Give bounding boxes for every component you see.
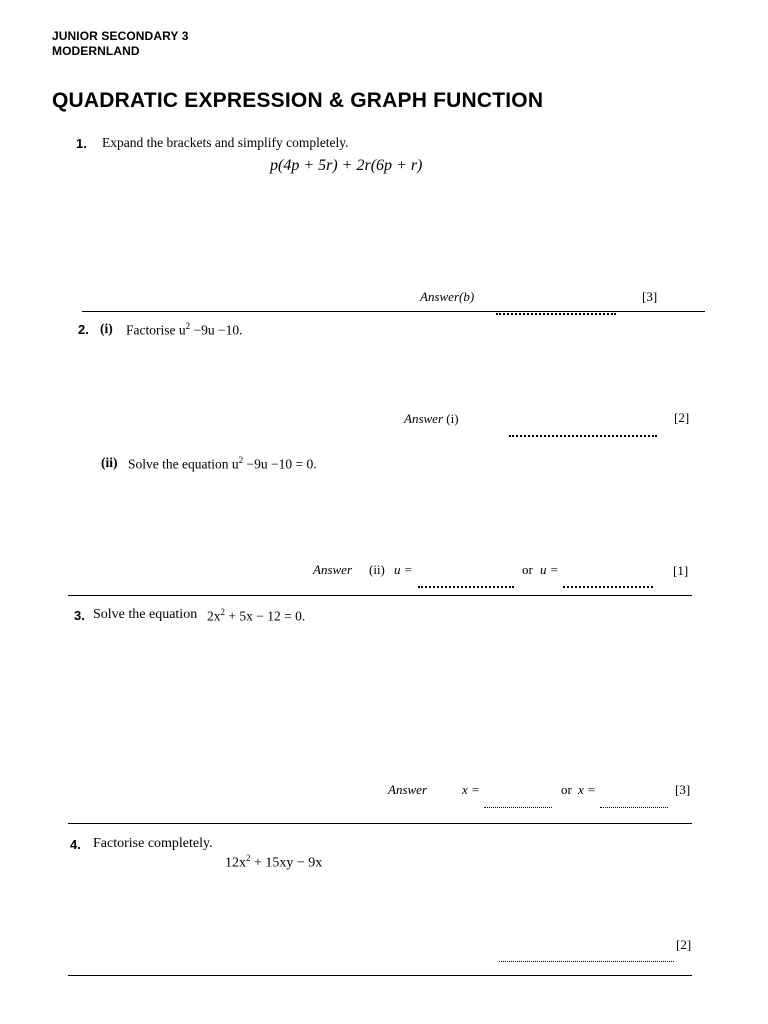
q2-ii-var2: u =	[540, 562, 559, 577]
q1-number: 1.	[76, 136, 87, 151]
q4-marks: [2]	[676, 937, 692, 952]
q2-ii-or: or	[522, 562, 533, 577]
q3-equation: $2x^2 + 5x - 12 = 0$.	[207, 607, 306, 624]
divider	[82, 311, 705, 312]
q2-ii-var1: u =	[394, 562, 413, 577]
q3-number: 3.	[74, 608, 85, 623]
q2-ii-marks: [1]	[673, 563, 689, 578]
q2-ii-answer-part: (ii)	[369, 562, 385, 577]
q2-part-i-label: (i)	[100, 321, 113, 336]
q3-text: Solve the equation	[93, 607, 198, 622]
q2-ii-answer-label: Answer	[313, 562, 352, 577]
q2-part-ii-text: Solve the equation $u^2 -9u -10 = 0$.	[128, 455, 317, 472]
q3-marks: [3]	[675, 782, 691, 797]
q2-part-ii-label: (ii)	[101, 455, 118, 470]
q2-number: 2.	[78, 322, 89, 337]
q3-answer-line-2[interactable]	[600, 795, 668, 813]
q3-answer-label: Answer	[388, 782, 427, 797]
q2-i-answer-label: Answer (i)	[404, 411, 459, 426]
q3-or: or	[561, 782, 572, 797]
q2-ii-answer-line-2[interactable]	[563, 575, 653, 593]
q2-i-answer-line[interactable]	[509, 424, 657, 442]
q3-var1: x =	[462, 782, 480, 797]
divider	[68, 595, 692, 596]
q3-var2: x =	[578, 782, 596, 797]
q4-number: 4.	[70, 837, 81, 852]
q3-answer-line-1[interactable]	[484, 795, 552, 813]
school-label: MODERNLAND	[52, 44, 140, 58]
q1-marks: [3]	[642, 289, 658, 304]
q4-answer-line[interactable]	[499, 949, 674, 967]
q1-text: Expand the brackets and simplify completely.	[102, 135, 349, 150]
q2-ii-answer-line-1[interactable]	[418, 575, 514, 593]
q1-expression: p(4p + 5r) + 2r(6p + r)	[270, 157, 423, 174]
q4-expression: $12x^2 + 15xy - 9x$	[225, 853, 323, 871]
divider	[68, 975, 692, 976]
class-label: JUNIOR SECONDARY 3	[52, 29, 189, 43]
divider	[68, 823, 692, 824]
page-title: QUADRATIC EXPRESSION & GRAPH FUNCTION	[52, 89, 544, 112]
q2-part-i-text: Factorise $u^2 -9u -10$.	[126, 321, 243, 338]
q2-i-marks: [2]	[674, 410, 690, 425]
q1-answer-label: Answer(b)	[420, 289, 475, 304]
q4-text: Factorise completely.	[93, 836, 213, 851]
